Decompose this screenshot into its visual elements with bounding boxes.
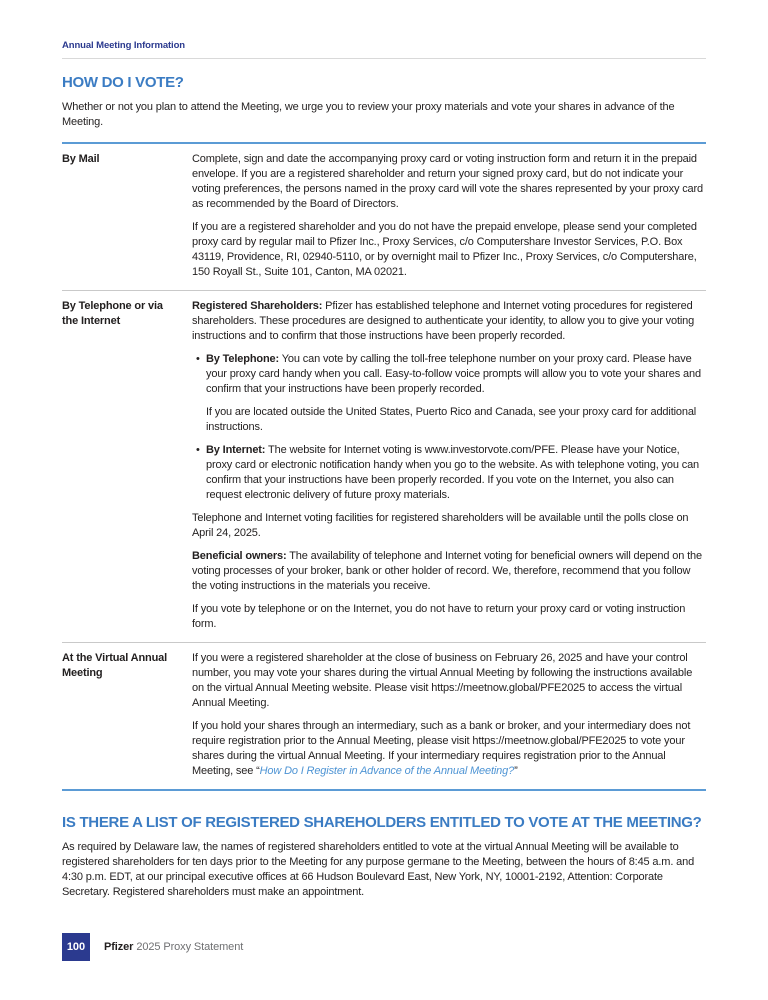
paragraph-text: You can vote by calling the toll-free telephone number on your proxy card. Please have your proxy card handy when you call. Easy-to-follow voice prompts will allow you to vote your shares and confirm that your instructions have been properly recorded. (206, 353, 701, 395)
section-paragraph: As required by Delaware law, the names of registered shareholders entitled to vote at the virtual Annual Meeting will be available to registered shareholders for ten days prior to the Meeting for any purpose germane to the Meeting, between the hours of 8:45 a.m. and 4:30 p.m. EDT, at our principal executive offices at 66 Hudson Boulevard East, New York, NY, 10001-2192, Attention: Corporate Secretary. Registered shareholders must make an appointment. (62, 841, 695, 898)
paragraph (192, 299, 706, 344)
paragraph: If you are a registered shareholder and you do not have the prepaid envelope, please send your completed proxy card by regular mail to Pfizer Inc., Proxy Services, c/o Computershare Investor Services, P.O. Box 43119, Providence, RI, 02940-5110, or by overnight mail to Pfizer Inc., Proxy Services, c/o Computershare, 150 Royall St., Suite 101, Canton, MA 02021. (192, 221, 697, 278)
list-item-by-telephone (192, 352, 706, 435)
section-eyebrow: Annual Meeting Information (62, 40, 186, 51)
bullet-content (206, 352, 706, 435)
paragraph: Telephone and Internet voting facilities for registered shareholders will be available until the polls close on April 24, 2025. (192, 512, 689, 539)
paragraph (192, 719, 706, 779)
footer-brand: Pfizer (104, 941, 134, 953)
section-title-registered-shareholders: IS THERE A LIST OF REGISTERED SHAREHOLDERS ENTITLED TO VOTE AT THE MEETING? (62, 814, 702, 831)
bullet-content (206, 443, 706, 503)
table-row-by-telephone-internet (62, 291, 706, 643)
table-row-by-mail (62, 144, 706, 291)
footer-suffix: 2025 Proxy Statement (136, 941, 244, 953)
row-label: At the Virtual Annual Meeting (62, 652, 168, 679)
page-footer (62, 933, 243, 961)
row-label: By Telephone or via the Internet (62, 300, 163, 327)
paragraph-text: Pfizer has established telephone and Internet voting procedures for registered shareholders. These procedures are designed to authenticate your identity, to allow you to give your voting instructions and to confirm that those instructions have been properly recorded. (192, 300, 695, 342)
eyebrow-divider (62, 58, 706, 59)
paragraph-text: The website for Internet voting is www.investorvote.com/PFE. Please have your Notice, proxy card or electronic notification handy when you go to the website. As with telephone voting, you can confirm that your instructions have been properly recorded. If you vote on the Internet, you also can request electronic delivery of future proxy materials. (206, 444, 700, 501)
list-item-by-internet (192, 443, 706, 503)
paragraph-text: The availability of telephone and Internet voting for beneficial owners will depend on the voting processes of your broker, bank or other holder of record. We, therefore, recommend that you follow the voting instructions in the materials you receive. (192, 550, 702, 592)
paragraph (192, 549, 706, 594)
paragraph: If you are located outside the United States, Puerto Rico and Canada, see your proxy card for additional instructions. (206, 406, 697, 433)
paragraph: If you were a registered shareholder at the close of business on February 26, 2025 and have your control number, you may vote your shares during the virtual Annual Meeting by following the instructions available on the virtual Annual Meeting website. Please visit https://meetnow.global/PFE2025 to access the virtual Annual Meeting. (192, 652, 693, 709)
cross-reference-link[interactable]: How Do I Register in Advance of the Annual Meeting? (259, 765, 515, 777)
page-title: HOW DO I VOTE? (62, 74, 184, 91)
paragraph (206, 443, 706, 503)
row-content (192, 299, 706, 632)
vote-methods-table (62, 142, 706, 791)
bold-lead: By Telephone: (206, 353, 280, 365)
paragraph: If you vote by telephone or on the Internet, you do not have to return your proxy card or voting instruction form. (192, 603, 686, 630)
bullet-icon: • (196, 444, 200, 456)
intro-paragraph: Whether or not you plan to attend the Meeting, we urge you to review your proxy materials and vote your shares in advance of the Meeting. (62, 101, 675, 128)
paragraph-text: ” (514, 765, 518, 777)
bold-lead: Beneficial owners: (192, 550, 287, 562)
row-label: By Mail (62, 153, 100, 165)
page-number-badge: 100 (62, 933, 90, 961)
row-content (192, 651, 706, 779)
row-content (192, 152, 706, 280)
footer-text (104, 941, 243, 953)
paragraph-text: If you hold your shares through an intermediary, such as a bank or broker, and your intermediary does not require registration prior to the Annual Meeting, please visit https://meetnow.global/PFE2025 to vote your shares during the virtual Annual Meeting. If your intermediary requires registration prior to the Annual Meeting, see “ (192, 720, 691, 777)
bold-lead: Registered Shareholders: (192, 300, 323, 312)
bold-lead: By Internet: (206, 444, 266, 456)
paragraph (206, 352, 706, 397)
table-row-virtual-annual-meeting (62, 643, 706, 789)
bullet-icon: • (196, 353, 200, 365)
paragraph: Complete, sign and date the accompanying proxy card or voting instruction form and return it in the prepaid envelope. If you are a registered shareholder and return your signed proxy card, but do not indicate your voting preferences, the persons named in the proxy card will vote the shares represented by your proxy card as recommended by the Board of Directors. (192, 153, 704, 210)
